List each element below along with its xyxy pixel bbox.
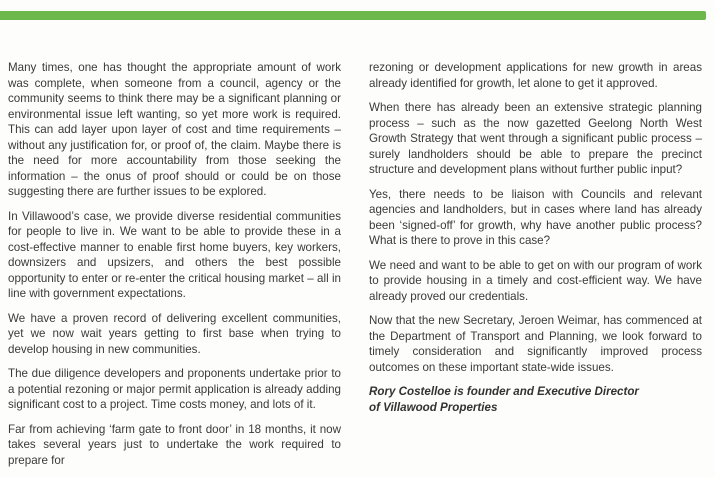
left-column bbox=[8, 60, 341, 477]
author-byline bbox=[369, 384, 702, 415]
accent-bar bbox=[0, 11, 706, 20]
paragraph: The due diligence developers and proponents undertake prior to a potential rezoning or major permit application is already adding significant cost to a project. Time costs money, and lots of it. bbox=[8, 367, 341, 411]
paragraph: Far from achieving ‘farm gate to front door’ in 18 months, it now takes several years just to undertake the work required to prepare for bbox=[8, 422, 341, 467]
paragraph: rezoning or development applications for new growth in areas already identified for growth, let alone to get it approved. bbox=[369, 61, 702, 90]
paragraph: We have a proven record of delivering excellent communities, yet we now wait years getting to first base when trying to develop housing in new communities. bbox=[8, 311, 341, 356]
paragraph: When there has already been an extensive strategic planning process – such as the now gazetted Geelong North West Growth Strategy that went through a significant public process – surely landholders should be able to prepare the precinct structure and development plans without further public input? bbox=[369, 101, 702, 176]
paragraph: We need and want to be able to get on with our program of work to provide housing in a timely and cost-efficient way. We have already proved our credentials. bbox=[369, 258, 702, 303]
paragraph: Yes, there needs to be liaison with Councils and relevant agencies and landholders, but in cases where land has already been ‘signed-off’ for growth, why have another public process? What is there to prove in this case? bbox=[369, 187, 702, 247]
paragraph: In Villawood’s case, we provide diverse residential communities for people to live in. We want to be able to provide these in a cost-effective manner to enable first home buyers, key workers, downsizers and upsizers, and others the best possible opportunity to enter or re-enter the critical housing market – all in line with government expectations. bbox=[8, 209, 341, 300]
byline-line: of Villawood Properties bbox=[369, 400, 498, 414]
byline-line: Rory Costelloe is founder and Executive Director bbox=[369, 385, 639, 398]
paragraph: Many times, one has thought the appropriate amount of work was complete, when someone from a council, agency or the community seems to think there may be a significant planning or environmental issue left wanting, so yet more work is required. This can add layer upon layer of cost and time requirements – without any justification for, or proof of, the claim. Maybe there is the need for more accountability from those seeking the information – the onus of proof should or could be on those suggesting there are further issues to be explored. bbox=[8, 61, 341, 198]
right-column bbox=[369, 60, 702, 415]
paragraph: Now that the new Secretary, Jeroen Weimar, has commenced at the Department of Transport and Planning, we look forward to timely consideration and significantly improved process outcomes on these important state-wide issues. bbox=[369, 314, 702, 374]
